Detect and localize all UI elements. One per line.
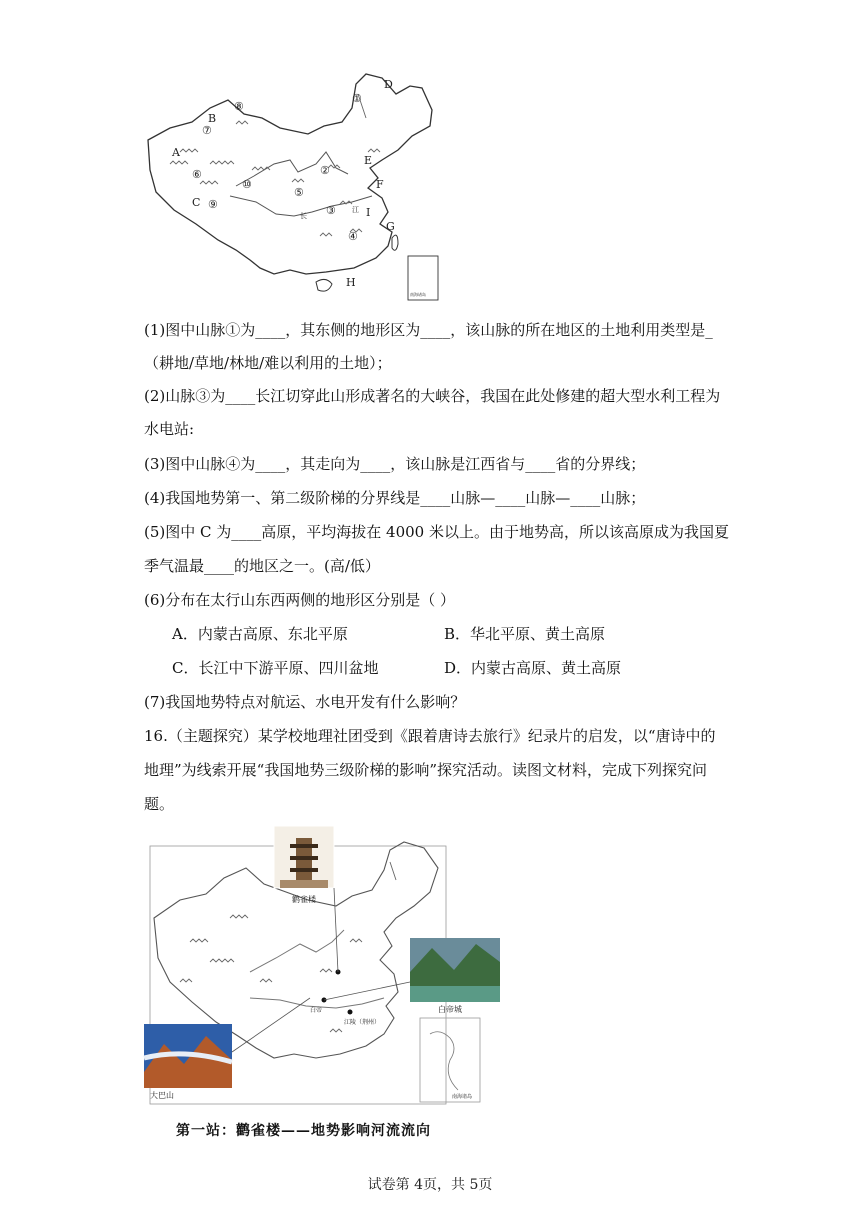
option-C: C．长江中下游平原、四川盆地 [172,659,379,677]
label-B: B [208,112,217,125]
china-outline [148,74,432,274]
leader-line-city [324,982,410,1000]
jiangling-label: 江陵（荆州） [344,1019,381,1026]
label-2: ② [320,164,330,177]
question-16-line-3: 题。 [144,795,175,813]
tower-label: 鹳雀楼 [292,895,316,904]
baidi-label: 白帝 [310,1007,323,1014]
label-F: F [376,178,384,191]
question-1-line-2: （耕地/草地/林地/难以利用的土地）； [144,354,392,372]
mountain-label: 大巴山 [150,1091,174,1100]
inset-south-china-sea [408,256,438,300]
question-5-line-2: 季气温最____的地区之一。(高/低） [144,557,380,575]
label-10: ⑩ [242,178,252,191]
label-G: G [386,220,395,233]
city-photo [410,938,500,1002]
option-A: A．内蒙古高原、东北平原 [172,625,348,643]
question-1-line-1: (1)图中山脉①为____，其东侧的地形区为____，该山脉的所在地区的土地利用类型是_ [144,321,713,339]
label-9: ⑨ [208,198,218,211]
jiangling-point [348,1010,353,1015]
question-4: (4)我国地势第一、第二级阶梯的分界线是____山脉—____山脉—____山脉； [144,489,646,507]
option-B: B．华北平原、黄土高原 [444,625,606,643]
label-C: C [192,196,201,209]
mountain-photo [144,1024,232,1088]
tang-poetry-map [140,822,502,1108]
inset-label: 南海诸岛 [410,292,426,297]
label-chang: 长 [300,212,307,220]
tower-photo [274,826,334,888]
map1-number-labels [192,92,362,243]
taiwan-island [392,235,398,250]
question-6: (6)分布在太行山东西两侧的地形区分别是（ ） [144,591,456,609]
leader-line-tower [334,888,338,972]
question-2-line-2: 水电站: [144,420,195,438]
inset-label-2: 南海诸岛 [452,1094,473,1100]
label-5: ⑤ [294,186,304,199]
label-6: ⑥ [192,168,202,181]
question-16-line-1: 16.（主题探究）某学校地理社团受到《跟着唐诗去旅行》纪录片的启发，以“唐诗中的 [144,727,716,745]
question-16-line-2: 地理”为线索开展“我国地势三级阶梯的影响”探究活动。读图文材料，完成下列探究问 [144,761,708,779]
china-mountains-map [140,64,446,304]
leader-line-mountain [232,998,310,1052]
label-D: D [384,78,393,91]
hainan-island [316,279,332,291]
question-5-line-1: (5)图中 C 为____高原，平均海拔在 4000 米以上。由于地势高，所以该高原成为我国夏 [144,523,729,541]
inset-south-china-sea-2 [420,1018,480,1102]
label-1: ① [352,92,362,105]
option-D: D．内蒙古高原、黄土高原 [444,659,622,677]
question-3: (3)图中山脉④为____，其走向为____，该山脉是江西省与____省的分界线； [144,455,646,473]
city-label: 白帝城 [438,1005,462,1014]
label-8: ⑧ [234,100,244,113]
label-H: H [346,276,356,289]
question-2-line-1: (2)山脉③为____长江切穿此山形成著名的大峡谷，我国在此处修建的超大型水利工程为 [144,387,721,405]
yellow-river-2 [250,930,344,972]
caption-first-stop: 第一站：鹳雀楼——地势影响河流流向 [176,1123,431,1139]
label-A: A [172,146,180,159]
label-I: I [366,206,371,219]
label-7: ⑦ [202,124,212,137]
label-E: E [364,154,373,167]
map1-letter-labels [171,78,395,289]
question-7: (7)我国地势特点对航运、水电开发有什么影响？ [144,693,466,711]
label-3: ③ [326,204,336,217]
label-4: ④ [348,230,358,243]
label-jiang: 江 [352,206,359,214]
page-footer: 试卷第 4页，共 5页 [367,1177,493,1193]
